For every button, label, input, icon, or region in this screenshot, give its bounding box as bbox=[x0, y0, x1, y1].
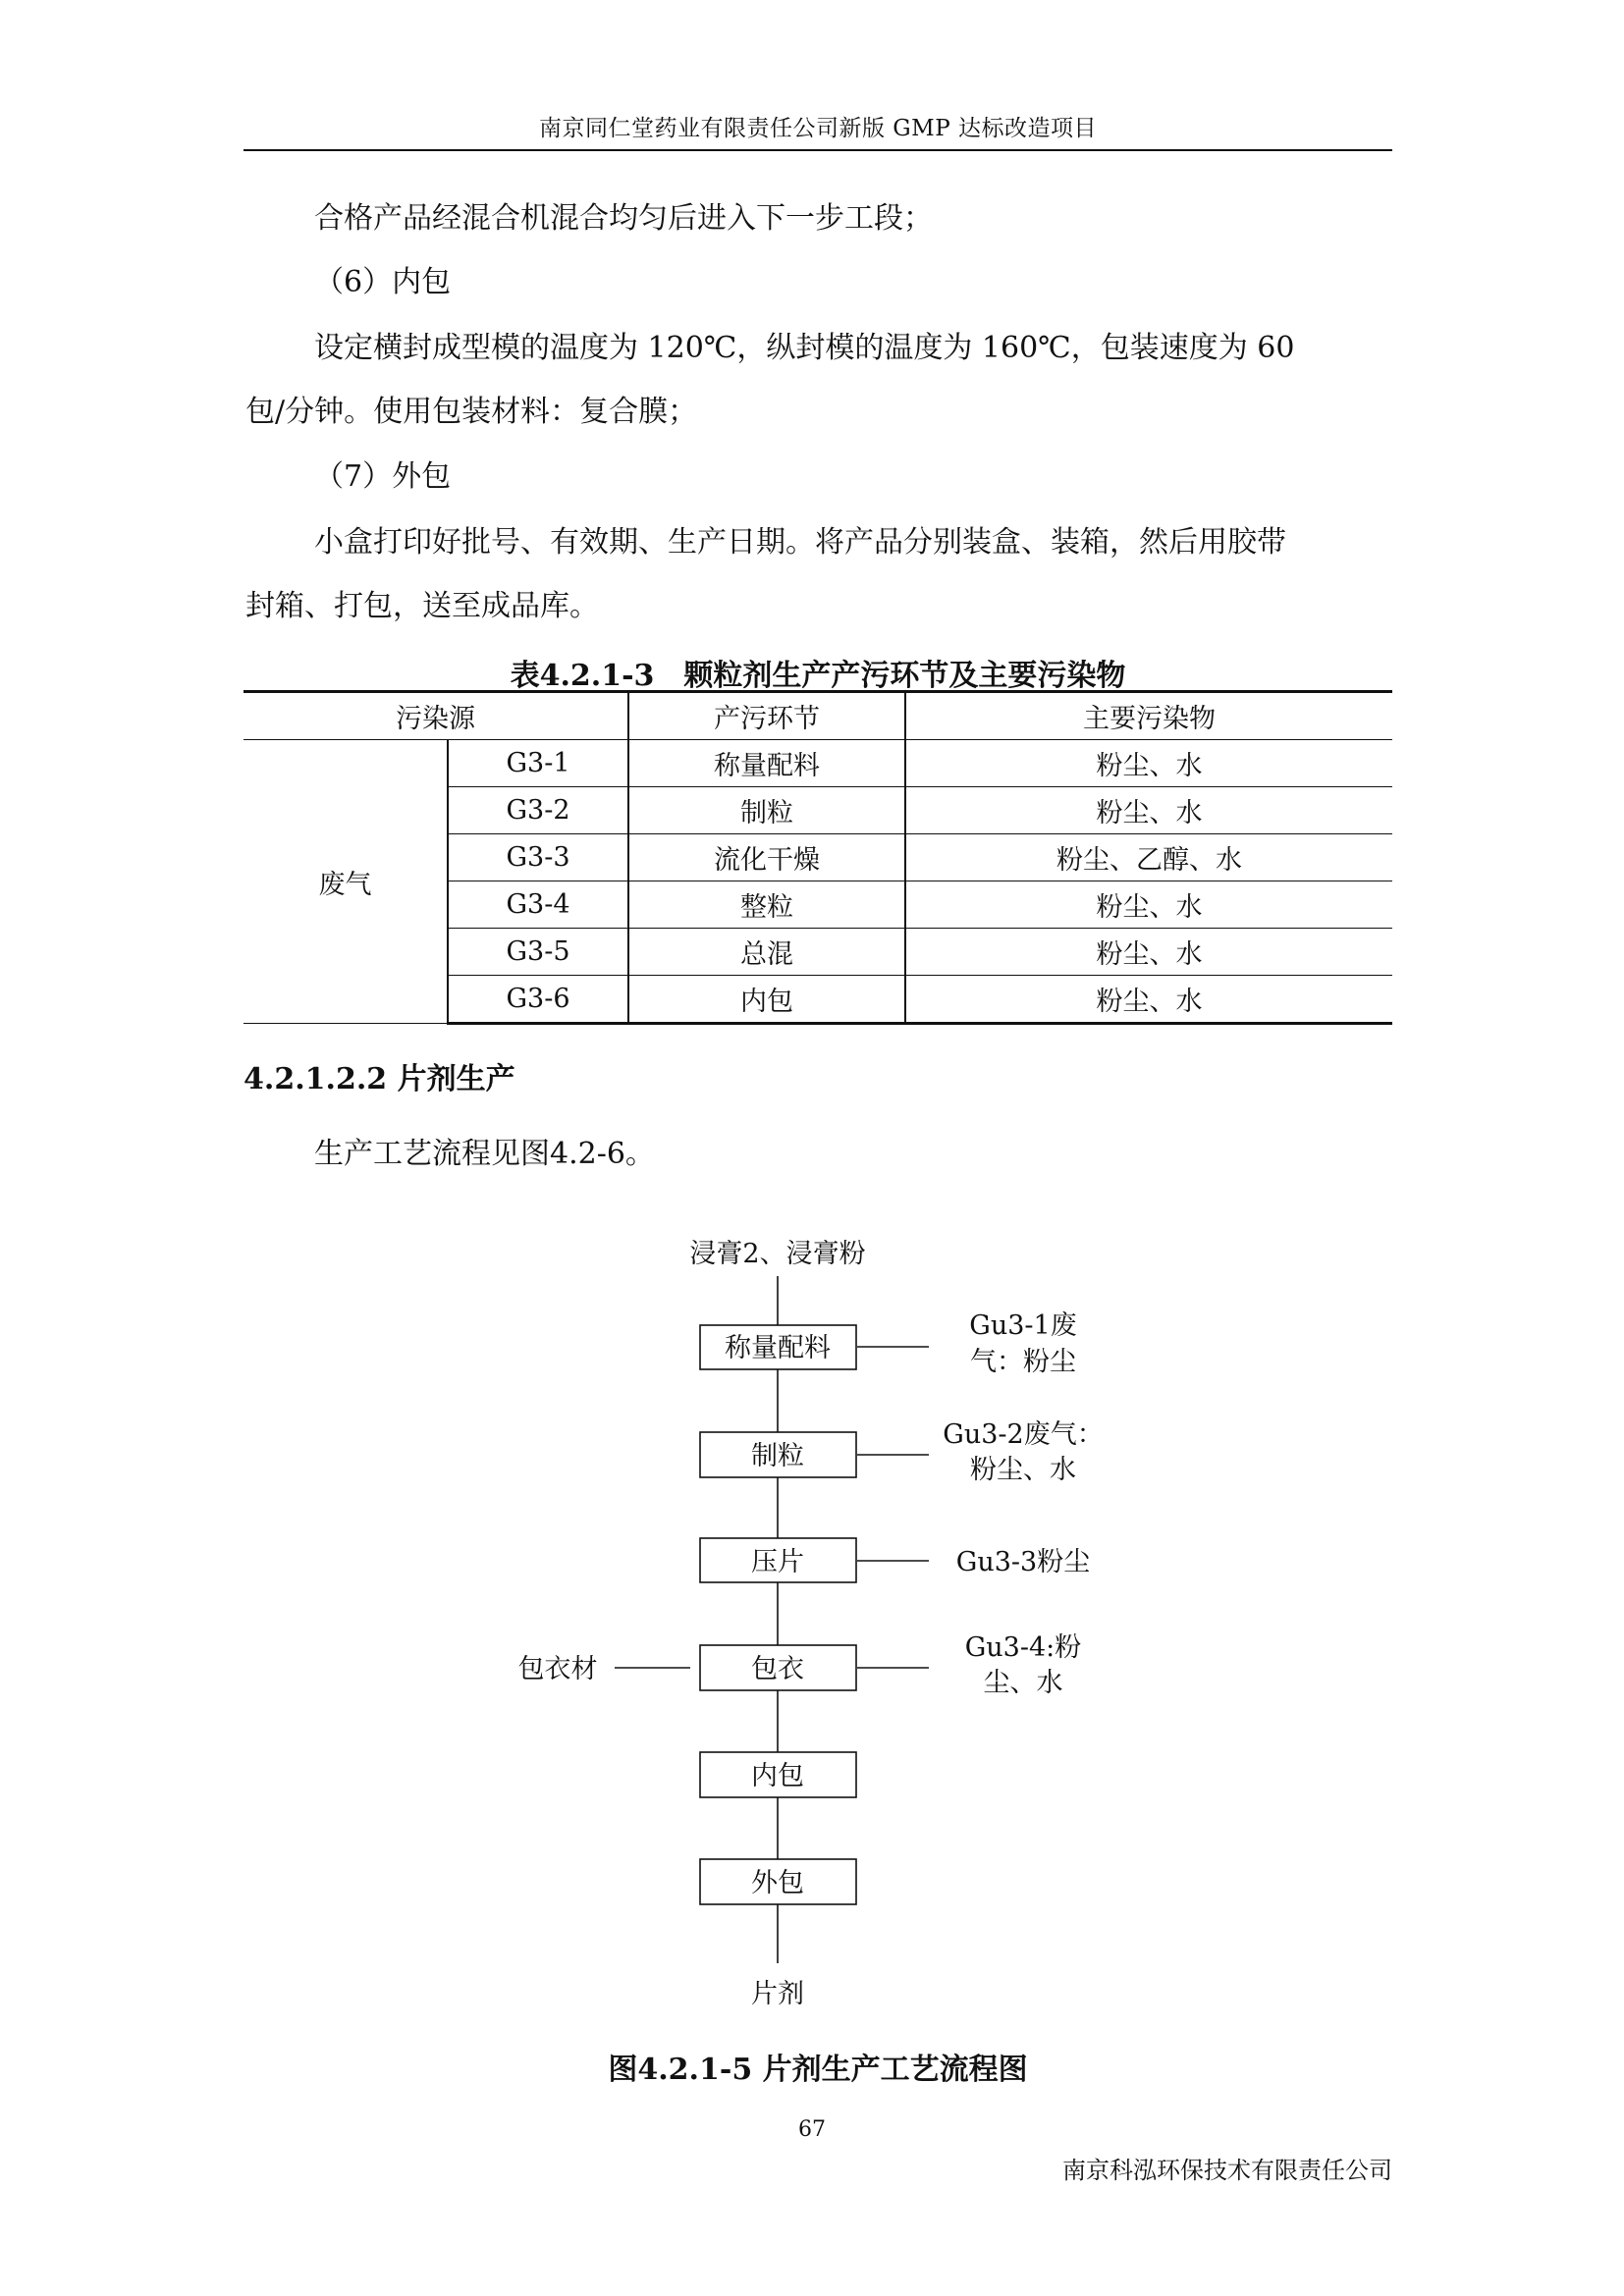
body-line-4: 包/分钟。使用包装材料：复合膜； bbox=[245, 395, 698, 429]
row-code: G3-3 bbox=[448, 834, 628, 881]
body-line-7: 封箱、打包，送至成品库。 bbox=[245, 589, 599, 623]
row-code: G3-6 bbox=[448, 976, 628, 1024]
emission-label: 粉尘、水 bbox=[970, 1455, 1076, 1485]
step-label: 制粒 bbox=[751, 1441, 804, 1471]
emission-label: Gu3-2废气： bbox=[943, 1419, 1104, 1450]
emission-label: 气：粉尘 bbox=[970, 1347, 1076, 1377]
row-pollutant: 粉尘、水 bbox=[905, 929, 1392, 976]
row-code: G3-5 bbox=[448, 929, 628, 976]
row-pollutant: 粉尘、水 bbox=[905, 740, 1392, 787]
emission-label: Gu3-1废 bbox=[969, 1310, 1077, 1341]
row-stage: 流化干燥 bbox=[628, 834, 905, 881]
row-stage: 内包 bbox=[628, 976, 905, 1024]
row-code: G3-1 bbox=[448, 740, 628, 787]
emission-label: 尘、水 bbox=[983, 1668, 1063, 1698]
step-label: 压片 bbox=[751, 1547, 804, 1577]
row-stage: 称量配料 bbox=[628, 740, 905, 787]
body-line-5: （7）外包 bbox=[314, 459, 452, 494]
table-caption: 表4.2.1-3 颗粒剂生产产污环节及主要污染物 bbox=[510, 659, 1126, 693]
body-line-3: 设定横封成型模的温度为 120℃，纵封模的温度为 160℃，包装速度为 60 bbox=[314, 331, 1295, 365]
row-pollutant: 粉尘、水 bbox=[905, 787, 1392, 834]
body-line-1: 合格产品经混合机混合均匀后进入下一步工段； bbox=[314, 201, 933, 236]
emission-label: Gu3-4:粉 bbox=[964, 1632, 1082, 1663]
row-pollutant: 粉尘、水 bbox=[905, 976, 1392, 1024]
body-line-2: （6）内包 bbox=[314, 265, 452, 299]
row-stage: 总混 bbox=[628, 929, 905, 976]
header-stage: 产污环节 bbox=[628, 692, 905, 740]
header-source: 污染源 bbox=[244, 692, 628, 740]
row-stage: 整粒 bbox=[628, 881, 905, 929]
flow-input: 浸膏2、浸膏粉 bbox=[689, 1239, 866, 1269]
group-label: 废气 bbox=[244, 740, 448, 1024]
footer-company: 南京科泓环保技术有限责任公司 bbox=[1062, 2157, 1392, 2184]
side-input-label: 包衣材 bbox=[517, 1654, 598, 1684]
page-number: 67 bbox=[798, 2117, 826, 2142]
header-pollutant: 主要污染物 bbox=[905, 692, 1392, 740]
step-label: 外包 bbox=[751, 1868, 804, 1898]
page-header: 南京同仁堂药业有限责任公司新版 GMP 达标改造项目 bbox=[538, 116, 1098, 141]
row-code: G3-4 bbox=[448, 881, 628, 929]
row-pollutant: 粉尘、水 bbox=[905, 881, 1392, 929]
step-label: 包衣 bbox=[751, 1654, 804, 1684]
row-code: G3-2 bbox=[448, 787, 628, 834]
figure-caption: 图4.2.1-5 片剂生产工艺流程图 bbox=[608, 2053, 1028, 2087]
body-line-6: 小盒打印好批号、有效期、生产日期。将产品分别装盒、装箱，然后用胶带 bbox=[314, 525, 1286, 560]
row-pollutant: 粉尘、乙醇、水 bbox=[905, 834, 1392, 881]
step-label: 内包 bbox=[751, 1761, 804, 1791]
flow-output: 片剂 bbox=[751, 1979, 804, 2009]
section-intro: 生产工艺流程见图4.2-6。 bbox=[314, 1137, 655, 1171]
section-heading: 4.2.1.2.2 片剂生产 bbox=[244, 1062, 515, 1096]
step-label: 称量配料 bbox=[725, 1333, 831, 1363]
emission-label: Gu3-3粉尘 bbox=[955, 1547, 1091, 1577]
row-stage: 制粒 bbox=[628, 787, 905, 834]
